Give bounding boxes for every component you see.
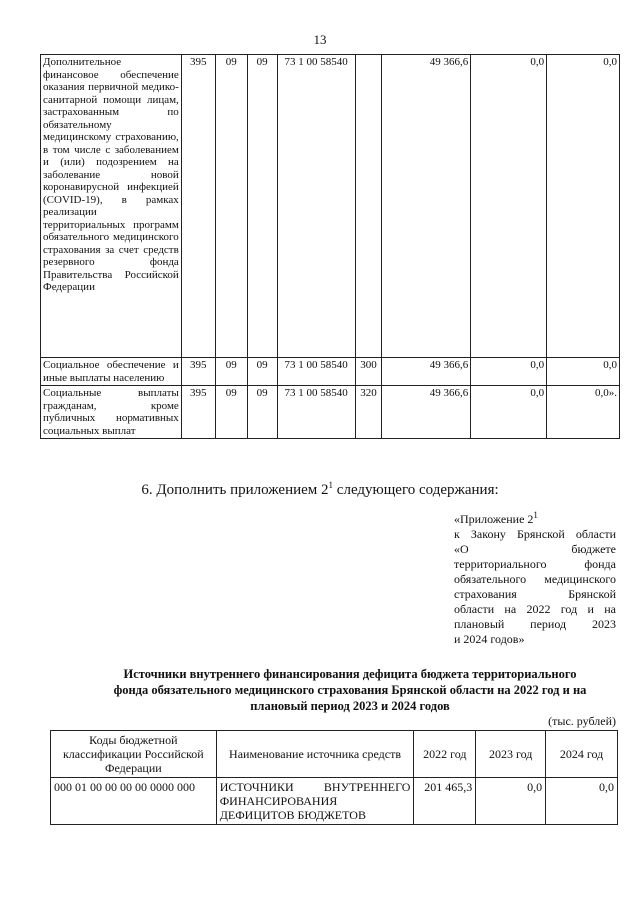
expense-type-code: 320 — [355, 386, 382, 439]
value-2023: 0,0 — [471, 358, 547, 386]
table-row — [41, 386, 620, 439]
value-2024: 0,0 — [547, 358, 620, 386]
header-2023: 2023 год — [476, 731, 546, 778]
appendix-line: страхования Брянской — [454, 587, 616, 601]
source-name: ИСТОЧНИКИ ВНУТРЕННЕГО ФИНАНСИРОВАНИЯ ДЕФИЦИТОВ БЮДЖЕТОВ — [216, 778, 414, 825]
section-code: 09 — [215, 358, 247, 386]
subsection-code: 09 — [247, 358, 277, 386]
table-row — [41, 358, 620, 386]
subsection-code: 09 — [247, 55, 277, 358]
header-codes: Коды бюджетной классификации Российской Федерации — [51, 731, 217, 778]
value-2024: 0,0 — [547, 55, 620, 358]
appendix-line: к Закону Брянской области — [454, 527, 616, 541]
section-title: Источники внутреннего финансирования дефицита бюджета территориального фонда обязательного медицинского страхования Брянской области на 2022 год и на плановый период 2023 и 2024 годов — [113, 667, 587, 713]
value-2023: 0,0 — [476, 778, 546, 825]
value-2022: 49 366,6 — [382, 386, 471, 439]
table-header-row — [51, 731, 618, 778]
subsection-code: 09 — [247, 386, 277, 439]
header-2022: 2022 год — [414, 731, 476, 778]
admin-code: 395 — [181, 358, 215, 386]
item-6-superscript: 1 — [328, 480, 334, 490]
table-row — [51, 778, 618, 825]
classification-code: 000 01 00 00 00 00 0000 000 — [51, 778, 217, 825]
budget-expenses-table — [40, 54, 620, 439]
target-code: 73 1 00 58540 — [277, 386, 355, 439]
admin-code: 395 — [181, 386, 215, 439]
appendix-caption — [454, 508, 616, 647]
page-number: 13 — [313, 32, 327, 47]
header-2024: 2024 год — [546, 731, 618, 778]
target-code: 73 1 00 58540 — [277, 55, 355, 358]
appendix-line: «О бюджете — [454, 542, 616, 556]
appendix-line: и 2024 годов» — [454, 632, 525, 646]
row-name: Социальные выплаты гражданам, кроме публичных нормативных социальных выплат — [41, 386, 182, 439]
value-2023: 0,0 — [471, 386, 547, 439]
item-6-text: 6. Дополнить приложением 2 — [141, 482, 329, 498]
value-2024: 0,0 — [546, 778, 618, 825]
admin-code: 395 — [181, 55, 215, 358]
row-name: Дополнительное финансовое обеспечение оказания первичной медико-санитарной помощи лицам, застрахованным по обязательному медицинскому страхованию, в том числе с заболеванием и (или) подозрением на заболевание новой коронавирусной инфекцией (COVID-19), в рамках реализации территориальных программ обязательного медицинского страхования за счет средств резервного фонда Правительства Российской Федерации — [41, 55, 182, 358]
item-6-text-after: следующего содержания: — [333, 482, 499, 498]
section-code: 09 — [215, 55, 247, 358]
table-row — [41, 55, 620, 358]
value-2023: 0,0 — [471, 55, 547, 358]
section-code: 09 — [215, 386, 247, 439]
units-label: (тыс. рублей) — [548, 714, 616, 728]
target-code: 73 1 00 58540 — [277, 358, 355, 386]
appendix-line: обязательного медицинского — [454, 572, 616, 586]
appendix-line: области на 2022 год и на — [454, 602, 616, 616]
value-2024: 0,0». — [547, 386, 620, 439]
appendix-line: плановый период 2023 — [454, 617, 616, 631]
expense-type-code: 300 — [355, 358, 382, 386]
appendix-line: территориального фонда — [454, 557, 616, 571]
value-2022: 49 366,6 — [382, 358, 471, 386]
item-6-heading — [0, 480, 640, 499]
header-name: Наименование источника средств — [216, 731, 414, 778]
appendix-title: «Приложение $2^1$ — [454, 510, 538, 526]
row-name: Социальное обеспечение и иные выплаты населению — [41, 358, 182, 386]
expense-type-code — [355, 55, 382, 358]
value-2022: 201 465,3 — [414, 778, 476, 825]
financing-sources-table — [50, 730, 618, 825]
value-2022: 49 366,6 — [382, 55, 471, 358]
